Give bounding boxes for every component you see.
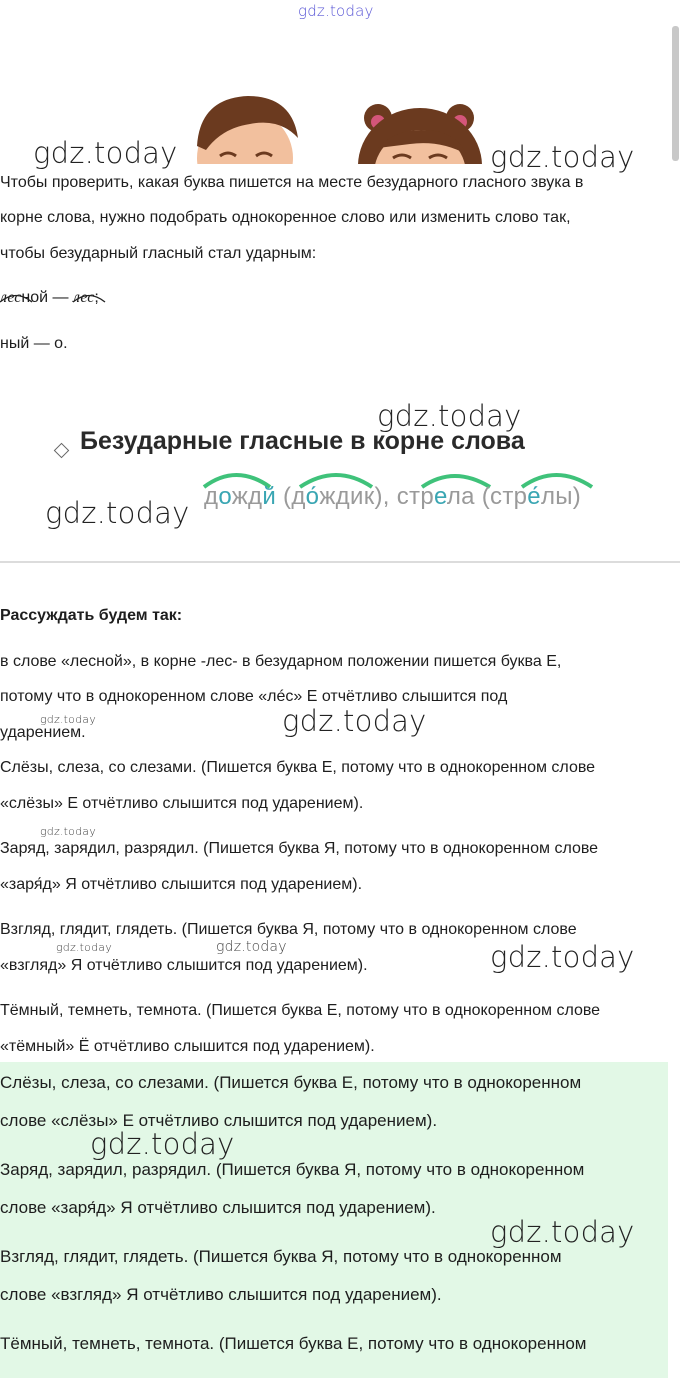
watermark: gdz.today [90,1127,235,1161]
ex-part: жд [231,483,263,510]
ex-accent: е́ [527,483,541,510]
diamond-icon [54,443,70,459]
watermark: gdz.today [282,704,427,738]
watermark: gdz.today [490,940,635,974]
answer-line: «заря́д» Я отчётливо слышится под ударением). [0,876,363,893]
watermark: gdz.today [490,1215,635,1249]
rule-line-1: Чтобы проверить, какая буква пишется на месте безударного гласного звука в [0,174,584,191]
ex-accent: о́ [305,483,320,510]
ex-part: ждик), стр [319,483,434,510]
ex-accent: е [433,483,447,510]
example-text: ной — [21,289,73,306]
answer-line: Слёзы, слеза, со слезами. (Пишется буква Е, потому что в однокоренном слове [0,759,596,776]
watermark-small: gdz.today [56,941,112,954]
answer-line: «взгляд» Я отчётливо слышится под ударением). [0,957,368,974]
watermark: gdz.today [33,136,178,170]
rule-line-3: чтобы безударный гласный стал ударным: [0,245,317,262]
watermark-small: gdz.today [216,939,287,955]
root-part: лес [0,289,22,306]
root-lesnoy [0,289,21,306]
watermark: gdz.today [45,496,190,530]
reasoning-line: в слове «лесной», в корне -лес- в безударном положении пишется буква Е, [0,653,562,670]
card-example [204,483,581,511]
answer-line: «слёзы» Е отчётливо слышится под ударением). [0,795,364,812]
green-answer-line: Заряд, зарядил, разрядил. (Пишется буква Я, потому что в однокоренном [0,1160,585,1179]
green-answer-line: слове «заря́д» Я отчётливо слышится под ударением). [0,1198,436,1217]
green-answer-line: слове «слёзы» Е отчётливо слышится под ударением). [0,1111,438,1130]
watermark: gdz.today [490,140,635,174]
answer-line: «тёмный» Ё отчётливо слышится под ударением). [0,1038,375,1055]
reasoning-line: ударением. [0,724,86,741]
green-answer-line: Тёмный, темнеть, темнота. (Пишется буква Е, потому что в однокоренном [0,1334,587,1353]
card-title: Безударные гласные в корне слова [80,427,525,455]
ex-accent: й [262,483,277,510]
ex-part: д [204,483,219,510]
example-punct: ; [94,289,99,306]
root-les [73,289,94,306]
ex-part: (д [276,483,306,510]
green-answer-line: Слёзы, слеза, со слезами. (Пишется буква Е, потому что в однокоренном [0,1073,582,1092]
root-part: лес [72,289,95,306]
rule-card-image [0,365,680,563]
watermark-top: gdz.today [298,2,374,20]
watermark-small: gdz.today [40,825,96,838]
rule-tail: ный — о. [0,335,68,352]
ex-accent: о [218,483,232,510]
answer-line: Взгляд, глядит, глядеть. (Пишется буква Я, потому что в однокоренном слове [0,921,577,938]
rule-example [0,280,99,316]
reasoning-heading: Рассуждать будем так: [0,607,183,624]
answer-line: Заряд, зарядил, разрядил. (Пишется буква Я, потому что в однокоренном слове [0,840,599,857]
ex-part: лы) [540,483,582,510]
watermark: gdz.today [377,399,522,433]
answer-line: Тёмный, темнеть, темнота. (Пишется буква Е, потому что в однокоренном слове [0,1002,601,1019]
ex-part: ла (стр [446,483,528,510]
watermark-small: gdz.today [40,713,96,726]
rule-line-2: корне слова, нужно подобрать однокоренное слово или изменить слово так, [0,209,571,226]
green-answer-line: слове «взгляд» Я отчётливо слышится под ударением). [0,1285,442,1304]
reasoning-line: потому что в однокоренном слове «лéс» Е отчётливо слышится под [0,688,508,705]
green-answer-line: Взгляд, глядит, глядеть. (Пишется буква Я, потому что в однокоренном [0,1247,562,1266]
